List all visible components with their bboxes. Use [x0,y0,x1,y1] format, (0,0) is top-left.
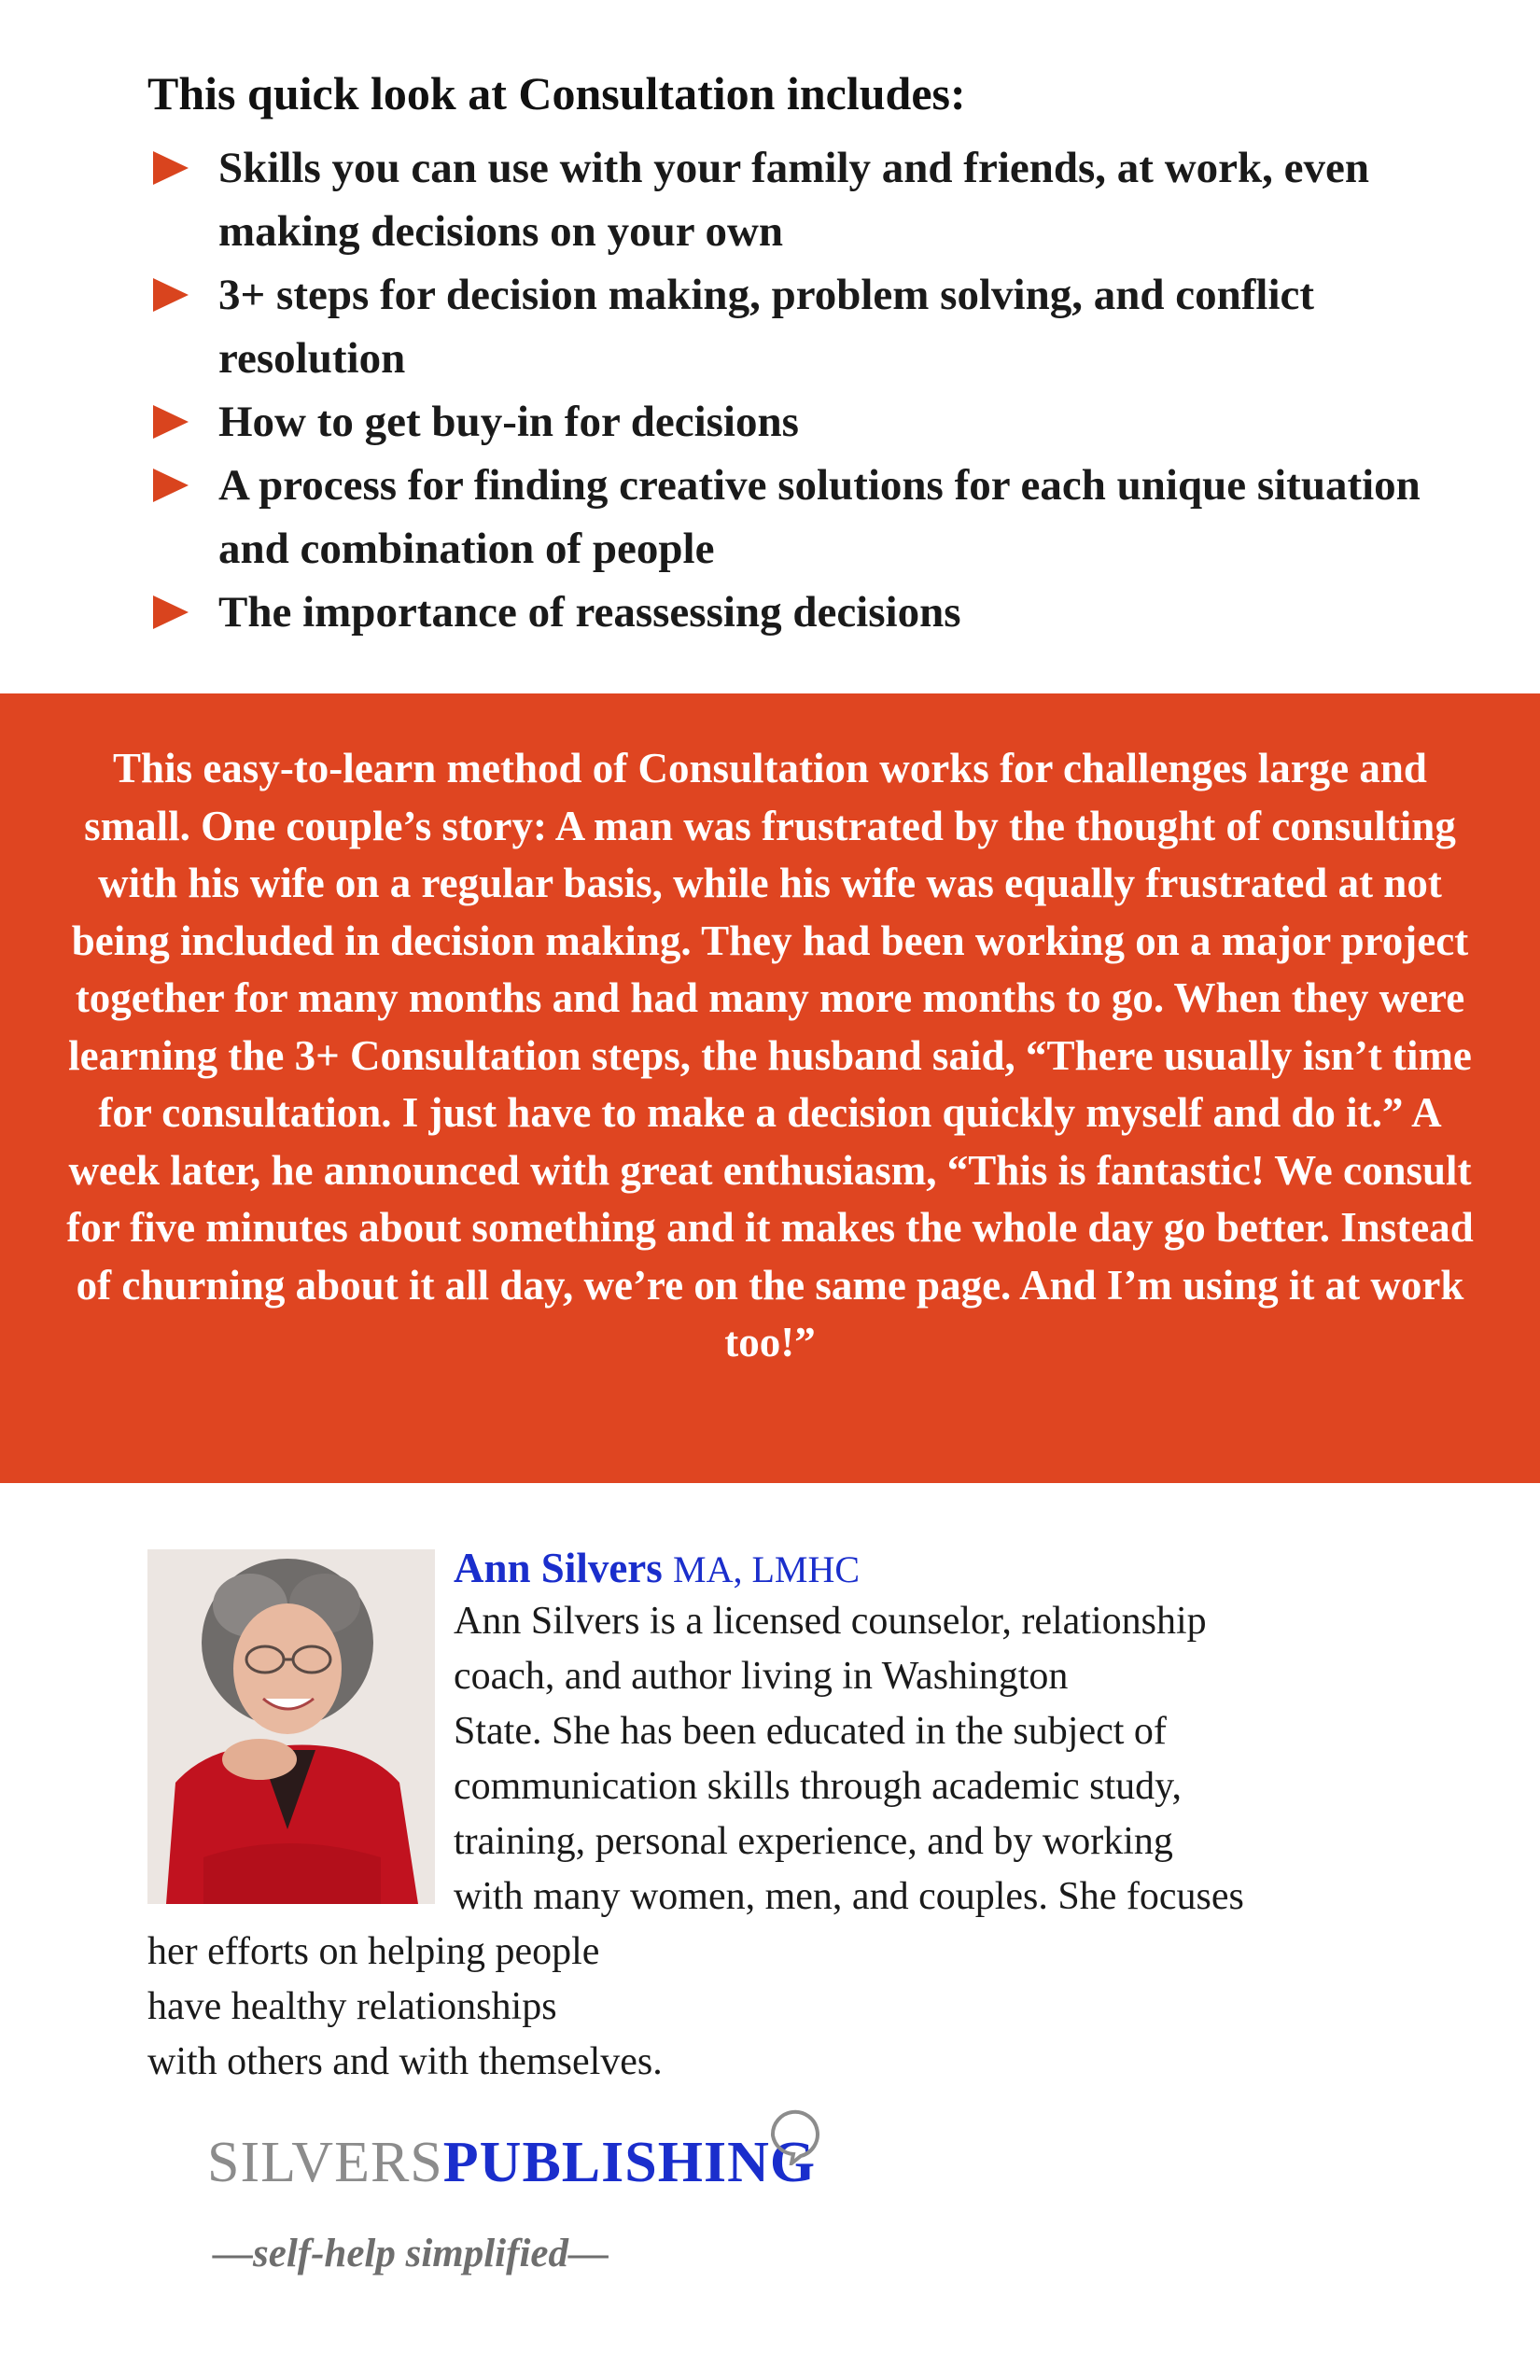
triangle-bullet-icon [153,595,189,629]
bio-line: her efforts on helping people [147,1930,600,1973]
publisher-name-part1: SILVERS [207,2131,443,2194]
bio-line: with many women, men, and couples. She focuses [454,1875,1244,1918]
bio-line: Ann Silvers is a licensed counselor, relationship [454,1600,1207,1643]
bio-line: with others and with themselves. [147,2040,663,2083]
author-credentials: MA, LMHC [673,1548,861,1590]
bio-line: training, personal experience, and by working [454,1820,1173,1863]
intro-section [147,63,1473,644]
publisher-tagline: —self-help simplified— [213,2232,609,2275]
story-band [0,693,1540,1483]
bio-line: have healthy relationships [147,1985,557,2028]
triangle-bullet-icon [153,469,189,502]
feature-item: 3+ steps for decision making, problem solving, and conflict resolution [147,263,1473,390]
author-photo [147,1549,435,1904]
triangle-bullet-icon [153,278,189,312]
feature-item: A process for finding creative solutions for each unique situation and combination of people [147,454,1473,581]
author-name: Ann Silvers [454,1545,663,1591]
feature-item: Skills you can use with your family and friends, at work, even making decisions on your own [147,136,1473,263]
author-name-line [454,1540,860,1598]
bio-line: communication skills through academic study, [454,1765,1182,1808]
speech-bubble-icon [763,2100,829,2165]
feature-item: The importance of reassessing decisions [147,581,1473,644]
triangle-bullet-icon [153,151,189,185]
triangle-bullet-icon [153,405,189,439]
publisher-logo [207,2130,816,2196]
feature-list [147,136,1473,644]
feature-item: How to get buy-in for decisions [147,390,1473,454]
publisher-name-part2: PUBLISHING [442,2131,817,2194]
bio-line: State. She has been educated in the subject of [454,1710,1167,1753]
story-text: This easy-to-learn method of Consultation works for challenges large and small. One couple’s story: A man was frustrated by the thought of consulting with his wife on a regular basis, while his wife was equally frustrated at not being included in decision making. They had been working on a major project together for many months and had many more months to go. When they were learning the 3+ Consultation steps, the husband said, “There usually isn’t time for consultation. I just have to make a decision quickly myself and do it.” A week later, he announced with great enthusiasm, “This is fantastic! We consult for five minutes about something and it makes the whole day go better. Instead of churning about it all day, we’re on the same page. And I’m using it at work too!” [66,745,1474,1365]
intro-heading: This quick look at Consultation includes: [147,67,966,119]
bio-line: coach, and author living in Washington [454,1655,1069,1698]
